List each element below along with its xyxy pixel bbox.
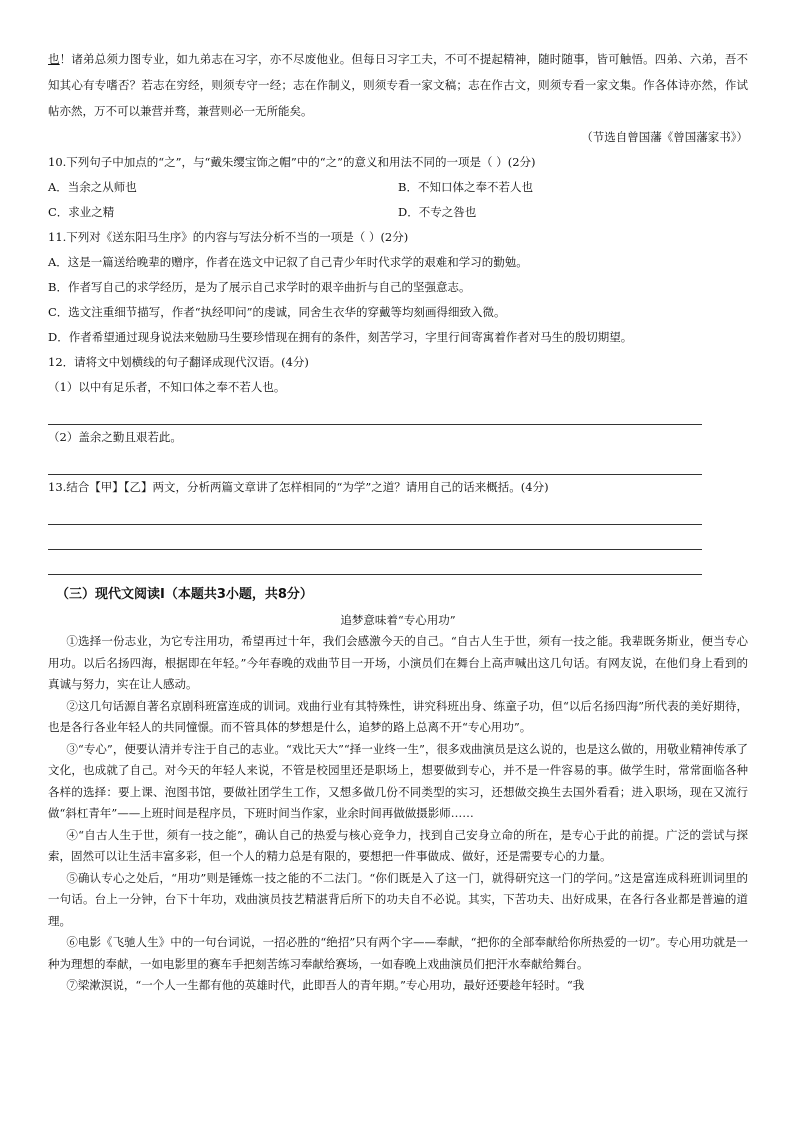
answer-line[interactable] [48,500,702,525]
answer-line[interactable] [48,450,702,475]
passage-text: ！诸弟总须力图专业，如九弟志在习字，亦不尽废他业。但每日习字工夫，不可不提起精神，随时随事，皆可触悟。四弟、六弟，吾不知其心有专嗜否？若志在穷经，则须专守一经；志在作制义，则须专看一家文稿；志在作古文，则须专看一家文集。作各体诗亦然，作试帖亦然，万不可以兼营并骛，兼营则必一无所能矣。 [48,52,748,118]
article-paragraph: ⑦梁漱溟说，“一个人一生都有他的英雄时代，此即吾人的青年期。”专心用功，最好还要趁年轻时。“我 [66,978,585,992]
question-10-option-d[interactable]: D．不专之咎也 [398,205,477,219]
question-10-option-c[interactable]: C．求业之精 [48,205,115,219]
question-10-option-a[interactable]: A．当余之从师也 [48,180,137,194]
question-11-option-c[interactable]: C．选文注重细节描写，作者“执经叩问”的虔诚，同舍生衣华的穿戴等均刻画得细致入微。 [48,305,506,319]
question-13-stem: 13.结合【甲】【乙】两文，分析两篇文章讲了怎样相同的“为学”之道？请用自己的话来概括。(4分) [48,480,549,494]
article-paragraph: ③“专心”，便要认清并专注于自己的志业。“戏比天大”“择一业终一生”，很多戏曲演员是这么说的，也是这么做的，用敬业精神传承了文化，也成就了自己。对今天的年轻人来说，不管是校园里还是职场上，想要做到专心，并不是一件容易的事。做学生时，常常面临各种各样的选择：要上课、泡图书馆，要做社团学生工作，又想多做几份不同类型的实习，还想做交换生去国外看看；进入职场，现在又流行做“斜杠青年”——上班时间是程序员，下班时间当作家，业余时间再做做摄影师…… [48,741,748,820]
article-title: 追梦意味着“专心用功” [340,613,456,627]
question-11-option-b[interactable]: B．作者写自己的求学经历，是为了展示自己求学时的艰辛曲折与自己的坚强意志。 [48,280,471,294]
exam-page [48,46,748,997]
article-paragraph: ①选择一份志业，为它专注用功，希望再过十年，我们会感激今天的自己。“自古人生于世，须有一技之能。我辈既务斯业，便当专心用功。以后名扬四海，根据即在年轻。”今年春晚的戏曲节目一开场，小演员们在舞台上高声喊出这几句话。有网友说，在他们身上看到的真诚与努力，实在让人感动。 [48,634,748,691]
question-10-stem: 10.下列句子中加点的“之”，与“戴朱缨宝饰之帽”中的“之”的意义和用法不同的一项是（ ）(2分) [48,155,536,169]
question-12-sub2: （2）盖余之勤且艰若此。 [48,430,182,444]
question-11-option-d[interactable]: D．作者希望通过现身说法来勉励马生要珍惜现在拥有的条件，刻苦学习，字里行间寄寓着作者对马生的殷切期望。 [48,330,633,344]
article-paragraph: ④“自古人生于世，须有一技之能”，确认自己的热爱与核心竞争力，找到自己安身立命的所在，是专心于此的前提。广泛的尝试与探索，固然可以让生活丰富多彩，但一个人的精力总是有限的，要想把一件事做成、做好，还是需要专心的力量。 [48,827,748,863]
passage-source: （节选自曾国藩《曾国藩家书》） [581,130,748,144]
article-paragraph: ⑥电影《飞驰人生》中的一句台词说，一招必胜的“绝招”只有两个字——奉献，“把你的全部奉献给你所热爱的一切”。专心用功就是一种为理想的奉献，一如电影里的赛车手把刻苦练习奉献给赛场，一如春晚上戏曲演员们把汗水奉献给舞台。 [48,935,748,971]
answer-line[interactable] [48,550,702,575]
answer-line[interactable] [48,525,702,550]
question-10-option-b[interactable]: B．不知口体之奉不若人也 [398,180,533,194]
question-10-options [48,175,748,225]
question-12-sub1: （1）以中有足乐者，不知口体之奉不若人也。 [48,380,286,394]
section-heading: （三）现代文阅读Ⅰ（本题共3小题，共8分） [56,587,313,602]
article-paragraph: ⑤确认专心之处后，“用功”则是锤炼一技之能的不二法门。“你们既是入了这一门，就得研究这一门的学问。”这是富连成科班训词里的一句话。台上一分钟，台下十年功，戏曲演员技艺精湛背后所下的功夫自不必说。其实，下苦功夫、出好成果，在各行各业都是普遍的道理。 [48,870,748,928]
underlined-word: 也 [48,52,60,66]
question-12-stem: 12．请将文中划横线的句子翻译成现代汉语。(4分) [48,355,309,369]
answer-line[interactable] [48,400,702,425]
question-11-stem: 11.下列对《送东阳马生序》的内容与写法分析不当的一项是（ ）(2分) [48,230,409,244]
article-paragraph: ②这几句话源自著名京剧科班富连成的训词。戏曲行业有其特殊性，讲究科班出身、练童子功，但“以后名扬四海”所代表的美好期待，也是各行各业年轻人的共同憧憬。而不管具体的梦想是什么，追梦的路上总离不开“专心用功”。 [48,698,748,734]
question-11-option-a[interactable]: A．这是一篇送给晚辈的赠序，作者在选文中记叙了自己青少年时代求学的艰难和学习的勤勉。 [48,255,528,269]
passage-top-paragraph [48,46,748,124]
